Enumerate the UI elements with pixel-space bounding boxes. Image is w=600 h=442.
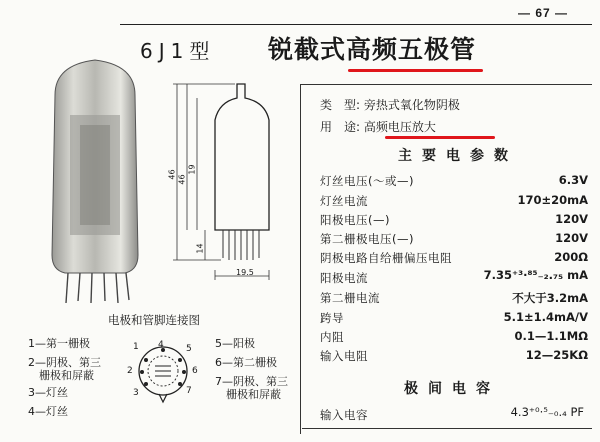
type-label: 类 型:	[320, 98, 361, 112]
param-value: 200Ω	[554, 250, 588, 264]
param-label: 灯丝电流	[320, 194, 368, 208]
param-value: 5.1±1.4mA/V	[503, 310, 588, 324]
param-value: 0.1—1.1MΩ	[514, 329, 588, 343]
param-value: 6.3V	[558, 173, 588, 187]
dim-label-5: 19.5	[236, 268, 254, 277]
column-divider	[300, 84, 301, 434]
use-value: 高频电压放大	[363, 120, 436, 134]
tube-model: 6J1型	[140, 39, 216, 63]
capacitance-label: 输入电容	[320, 408, 368, 422]
dim-label-4: 14	[195, 243, 205, 254]
page-number: — 67 —	[517, 6, 568, 20]
socket-pin-7: 7	[186, 386, 192, 396]
type-row	[320, 96, 460, 113]
param-label: 跨导	[320, 311, 344, 325]
bottom-rule	[302, 428, 592, 429]
dim-label-2: 46	[177, 174, 187, 185]
param-label: 灯丝电压(～或—)	[320, 174, 414, 188]
param-label: 阳极电压(—)	[320, 213, 390, 227]
socket-pin-4: 4	[158, 340, 164, 350]
pin-desc-1: 1—第一栅极	[28, 337, 90, 350]
param-label: 阳极电流	[320, 271, 368, 285]
tube-photo	[30, 55, 160, 305]
pin-desc-4: 4—灯丝	[28, 405, 68, 418]
param-value: 7.35⁺³·⁸⁵₋₂.₇₅ mA	[483, 268, 588, 282]
pin-desc-6: 6—第二栅极	[215, 356, 277, 369]
title-red-underline	[348, 69, 483, 72]
pin-desc-3: 3—灯丝	[28, 386, 68, 399]
param-value: 不大于3.2mA	[512, 291, 588, 305]
dim-label-3: 19	[187, 164, 197, 175]
socket-pin-6: 6	[192, 366, 198, 376]
top-rule	[120, 24, 592, 25]
param-value: 12—25KΩ	[525, 348, 588, 362]
param-label: 内阻	[320, 330, 344, 344]
capacitance-heading: 极间电容	[404, 381, 500, 397]
param-value: 120V	[555, 212, 588, 226]
param-label: 第二栅电流	[320, 291, 380, 305]
use-red-underline	[385, 136, 495, 139]
tube-title: 锐截式高频五极管	[268, 35, 477, 64]
pin-desc-7: 7—阴极、第三 栅极和屏蔽	[215, 375, 288, 401]
dim-label-1: 46	[167, 169, 177, 180]
main-params-heading: 主要电参数	[398, 148, 518, 164]
socket-pin-5: 5	[186, 344, 192, 354]
param-label: 输入电阻	[320, 349, 368, 363]
param-label: 第二栅极电压(—)	[320, 232, 414, 246]
use-label: 用 途:	[320, 120, 361, 134]
socket-pin-1: 1	[133, 342, 139, 352]
pin-diagram-title: 电极和管脚连接图	[108, 313, 200, 327]
socket-pin-3: 3	[133, 388, 139, 398]
param-value: 120V	[555, 231, 588, 245]
pin-desc-5: 5—阳极	[215, 337, 255, 350]
use-row	[320, 118, 436, 135]
pin-desc-2: 2—阴极、第三 栅极和屏蔽	[28, 356, 101, 382]
header-divider	[300, 84, 592, 85]
param-value: 170±20mA	[517, 193, 588, 207]
socket-pin-2: 2	[127, 366, 133, 376]
type-value: 旁热式氧化物阴极	[363, 98, 460, 112]
param-label: 阴极电路自给栅偏压电阻	[320, 251, 452, 265]
capacitance-value: 4.3⁺⁰·⁵₋₀.₄ PF	[510, 405, 584, 419]
